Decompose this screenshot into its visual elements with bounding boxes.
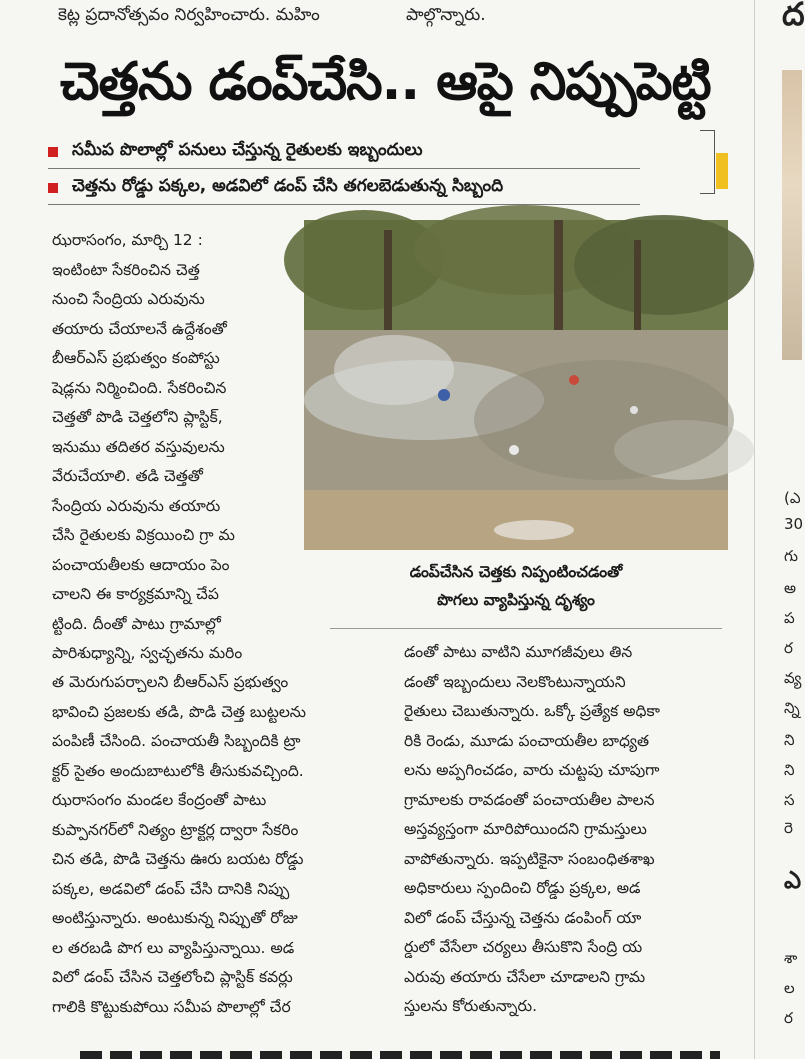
article-line: షెడ్లను నిర్మించింది. సేకరించిన [52,378,227,397]
article-line: వేరుచేయాలి. తడి చెత్తతో [52,467,203,485]
article-line: బీఆర్ఎస్ ప్రభుత్వం కంపోస్టు [52,349,220,367]
caption-line-2: పొగలు వ్యాపిస్తున్న దృశ్యం [437,591,595,609]
bullet-point-1 [48,138,422,166]
article-column-2 [404,638,728,1022]
article-line: భావించి ప్రజలకు తడి, పొడి చెత్త బుట్టలను [52,702,307,721]
adjacent-article-strip [760,0,805,1059]
article-line: ట్టింది. దీంతో పాటు గ్రామాల్లో [52,614,221,633]
article-line: పంపిణీ చేసింది. పంచాయతీ సిబ్బందికి ట్రా [52,732,301,750]
accent-tab [716,153,728,189]
article-line: గాలికి కొట్టుకుపోయి సమీప పొలాల్లో చేర [52,997,291,1016]
article-line: క్టర్ సైతం అందుబాటులోకి తీసుకువచ్చింది. [52,761,304,780]
adjacent-article-line: 30 [784,515,804,533]
bullet-text: సమీప పొలాల్లో పనులు చేస్తున్న రైతులకు ఇబ్బందులు [72,140,423,160]
article-line: ఝరాసంగం, మార్చి 12 : [52,231,203,249]
article-line: అధికారులు స్పందించి రోడ్డు ప్రక్కల, అడ [404,879,641,897]
article-line: విలో డంప్ చేసిన చెత్తలోంచి ప్లాస్టిక్ కవర్లు [52,968,293,986]
article-line: అంటిస్తున్నారు. అంటుకున్న నిప్పుతో రోజు [52,909,298,927]
article-line: చాలని ఈ కార్యక్రమాన్ని చేప [52,585,219,603]
column-rule [754,0,755,1059]
article-column-1 [52,226,292,669]
garbage-smoke-photo [304,220,728,550]
adjacent-article-line: ర [784,639,793,657]
article-line: నుంచి సేంద్రియ ఎరువును [52,290,205,308]
bullet-bracket [700,130,715,194]
article-line: త మెరుగుపర్చాలని బీఆర్ఎస్ ప్రభుత్వం [52,673,289,691]
bullet-point-2 [48,174,503,202]
bullet-text: చెత్తను రోడ్డు పక్కల, అడవిలో డంప్ చేసి తగలబెడుతున్న సిబ్బంది [72,176,504,196]
caption-divider [330,628,722,629]
bullet-divider [48,204,640,205]
adjacent-article-line: వ్య [784,669,802,687]
adjacent-article-line: ని [784,731,795,749]
article-line: ల తరబడి పొగ లు వ్యాపిస్తున్నాయి. అడ [52,938,295,957]
adjacent-article-line: న్ని [784,699,800,717]
adjacent-article-line: (ఎ [784,489,801,507]
article-line: చెత్తతో పొడి చెత్తలోని ప్లాస్టిక్, [52,408,223,426]
adjacent-article-line: ల [784,979,795,997]
article-line: లను అప్పగించడం, వారు చుట్టపు చూపుగా [404,761,660,779]
adjacent-article-line: ని [784,761,795,779]
article-line: డంతో పాటు వాటిని మూగజీవులు తిన [404,643,633,661]
adjacent-article-line: శా [784,949,798,967]
article-line: పారిశుధ్యాన్ని, స్వచ్ఛతను మరిం [52,644,243,662]
article-line: చేసి రైతులకు విక్రయించి గ్రా మ [52,526,235,544]
red-square-bullet-icon [48,183,58,193]
article-line: పంచాయతీలకు ఆదాయం పెం [52,555,230,574]
article-headline: చెత్తను డంప్‌చేసి.. ఆపై నిప్పుపెట్టి [60,52,711,112]
adjacent-article-line: ర [784,1009,793,1027]
article-line: ఇంటింటా సేకరించిన చెత్త [52,260,200,279]
article-line: పక్కల, అడవిలో డంప్ చేసి దానికి నిప్పు [52,879,290,898]
article-line: రైతులు చెబుతున్నారు. ఒక్కో ప్రత్యేక అధికా [404,702,660,720]
article-line: వాపోతున్నారు. ఇప్పటికైనా సంబంధితశాఖ [404,849,655,868]
article-line: అస్తవ్యస్తంగా మారిపోయిందని గ్రామస్తులు [404,820,647,838]
bullet-divider [48,168,640,169]
adjacent-article-line: స [784,791,795,809]
article-line: విలో డంప్ చేస్తున్న చెత్తను డంపింగ్ యా [404,908,642,927]
previous-article-fragment-right: పాల్గొన్నారు. [406,5,486,25]
article-line: గ్రామాలకు రావడంతో పంచాయతీల పాలన [404,790,655,809]
article-line: రికి రెండు, మూడు పంచాయతీల బాధ్యత [404,731,650,750]
adjacent-photo-edge [782,70,802,360]
article-line: తయారు చేయాలనే ఉద్దేశంతో [52,319,227,338]
article-line: స్తులను కోరుతున్నారు. [404,997,538,1015]
previous-article-fragment-left: కెట్ల ప్రదానోత్సవం నిర్వహించారు. మహిం [58,5,320,25]
adjacent-article-line: రె [784,819,793,837]
article-line: ర్డులో వేసేలా చర్యలు తీసుకొని సేంద్రి య [404,938,643,956]
article-column-1-continued [52,668,382,1022]
article-line: డంతో ఇబ్బందులు నెలకొంటున్నాయని [404,672,626,691]
caption-line-1: డంప్‌చేసిన చెత్తకు నిప్పంటించడంతో [409,563,623,581]
article-line: ఝరాసంగం మండల కేంద్రంతో పాటు [52,791,267,809]
adjacent-subhead: ఎ [784,866,802,894]
photo-caption [304,558,728,614]
red-square-bullet-icon [48,147,58,157]
article-line: సేంద్రియ ఎరువును తయారు [52,496,221,515]
article-line: ఎరువు తయారు చేసేలా చూడాలని గ్రామ [404,967,646,986]
adjacent-article-line: ప [784,609,795,627]
adjacent-headline-fragment: ద [782,0,805,33]
adjacent-article-line: గు [784,547,798,565]
article-line: కుప్పానగర్‌లో నిత్యం ట్రాక్టర్ల ద్వారా సేకరిం [52,820,299,839]
article-line: చిన తడి, పొడి చెత్తను ఊరు బయట రోడ్డు [52,850,304,868]
article-line: ఇనుము తదితర వస్తువులను [52,437,225,456]
adjacent-article-line: అ [784,579,797,597]
